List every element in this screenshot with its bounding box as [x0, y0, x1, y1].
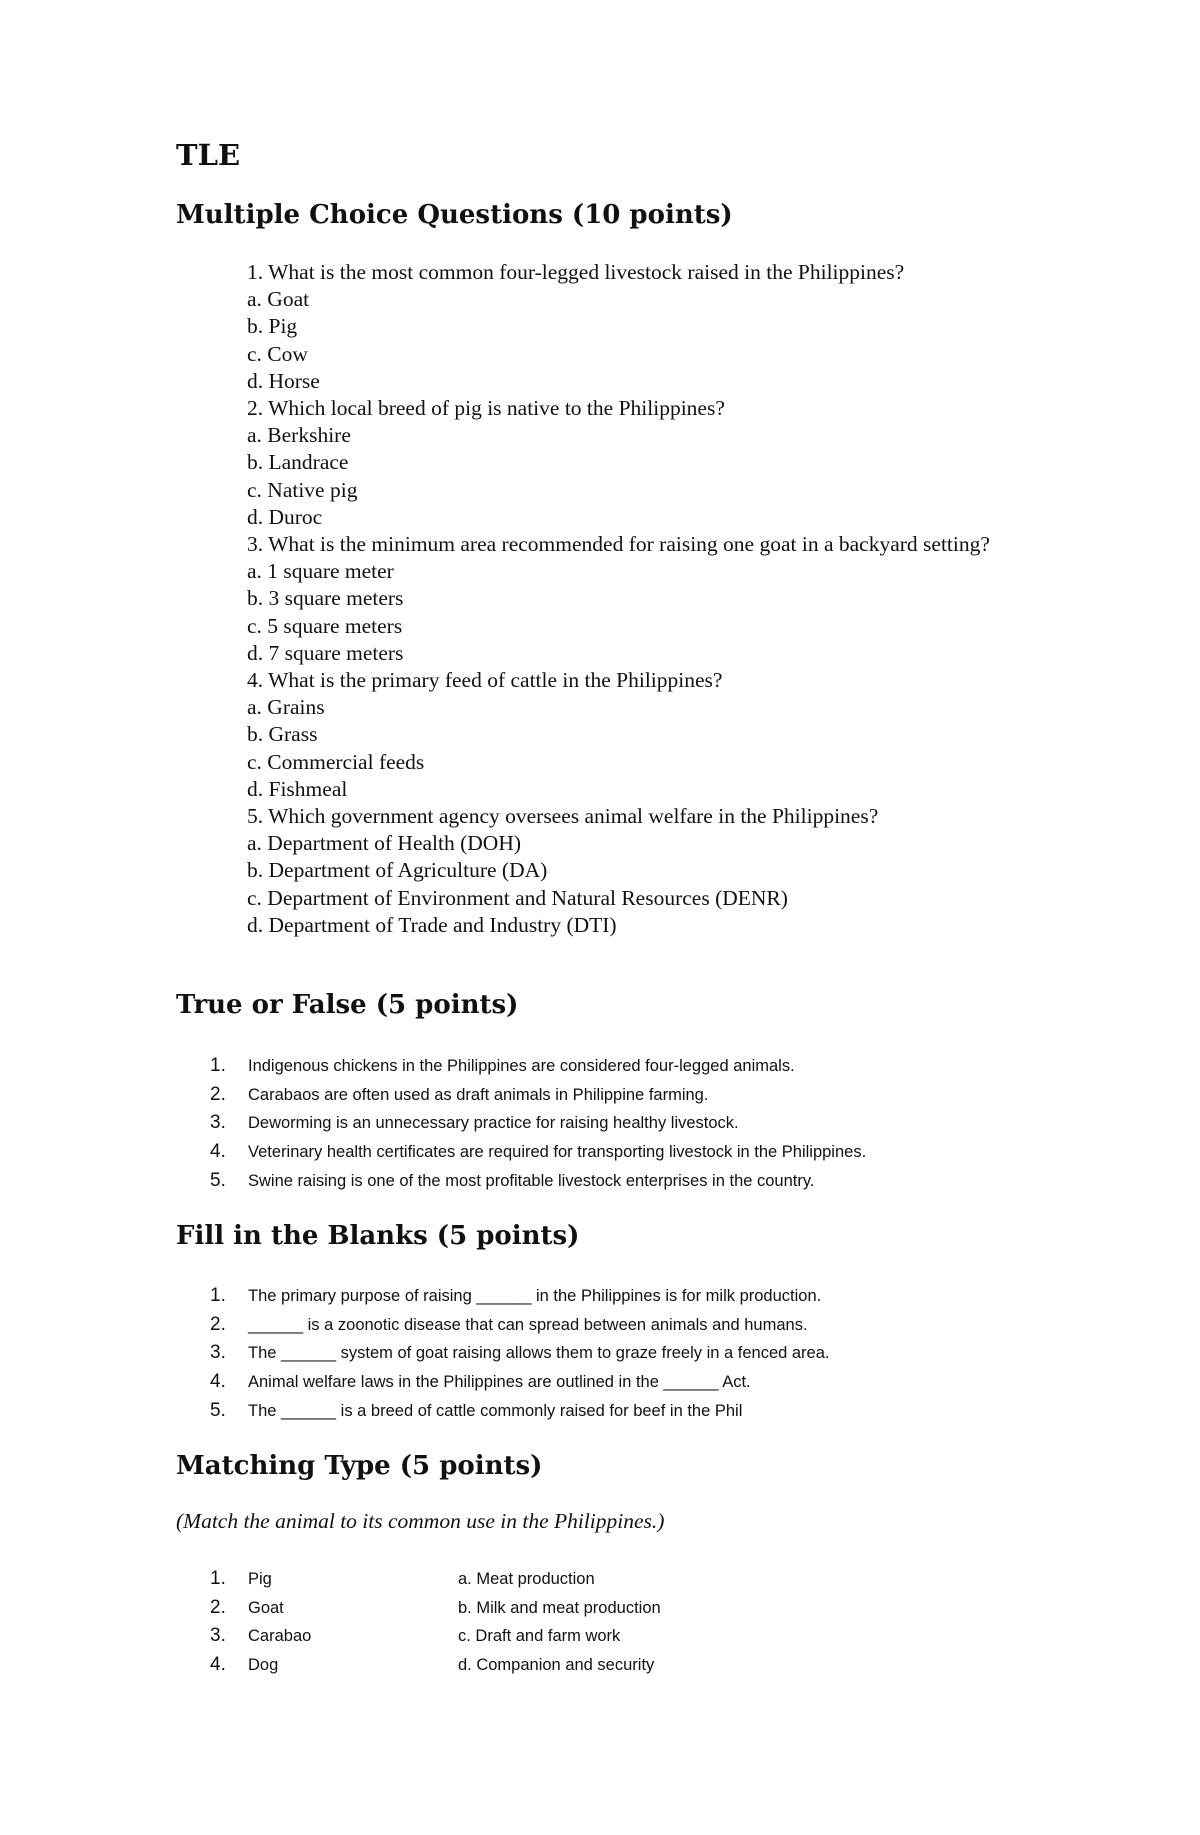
choice-line: c. Cow	[247, 341, 308, 366]
item-number: 5.	[210, 1399, 226, 1421]
use-option: d. Companion and security	[458, 1656, 655, 1675]
list-item	[210, 1311, 830, 1340]
item-text: The primary purpose of raising ______ in the Philippines is for milk production.	[248, 1287, 822, 1305]
use-option: c. Draft and farm work	[458, 1627, 621, 1646]
choice-line: d. Fishmeal	[247, 776, 348, 801]
matching-instruction: (Match the animal to its common use in the Philippines.)	[176, 1509, 665, 1533]
choice-line: b. Department of Agriculture (DA)	[247, 858, 548, 883]
true-false-heading: True or False (5 points)	[176, 990, 519, 1020]
item-text: Deworming is an unnecessary practice for raising healthy livestock.	[248, 1114, 739, 1133]
list-item	[210, 1138, 866, 1167]
matching-row	[210, 1594, 661, 1623]
choice-line: c. Commercial feeds	[247, 749, 425, 774]
multiple-choice-heading: Multiple Choice Questions (10 points)	[176, 200, 733, 230]
item-text: The ______ system of goat raising allows them to graze freely in a fenced area.	[248, 1344, 830, 1363]
matching-list	[210, 1565, 661, 1680]
item-text: Carabaos are often used as draft animals in Philippine farming.	[248, 1085, 709, 1104]
item-text: Animal welfare laws in the Philippines are outlined in the ______ Act.	[248, 1373, 751, 1392]
choice-line: b. Grass	[247, 722, 318, 747]
choice-line: a. Grains	[247, 695, 325, 720]
item-text: Indigenous chickens in the Philippines are considered four-legged animals.	[248, 1057, 795, 1075]
choice-line: d. Duroc	[247, 504, 323, 529]
question-line: 2. Which local breed of pig is native to the Philippines?	[247, 396, 725, 421]
choice-line: a. Department of Health (DOH)	[247, 831, 522, 856]
list-item	[210, 1339, 830, 1368]
item-number: 4.	[210, 1371, 226, 1393]
choice-line: c. Department of Environment and Natural Resources (DENR)	[247, 885, 788, 910]
item-number: 2.	[210, 1083, 226, 1105]
item-number: 2.	[210, 1596, 226, 1618]
item-text: ______ is a zoonotic disease that can spread between animals and humans.	[248, 1315, 808, 1334]
fill-blanks-list	[210, 1282, 830, 1426]
animal-name: Dog	[248, 1656, 279, 1675]
list-item	[210, 1167, 866, 1196]
choice-line: b. 3 square meters	[247, 586, 404, 611]
item-number: 4.	[210, 1141, 226, 1163]
item-number: 2.	[210, 1313, 226, 1335]
item-number: 3.	[210, 1625, 226, 1647]
item-number: 4.	[210, 1654, 226, 1676]
matching-heading: Matching Type (5 points)	[176, 1451, 543, 1481]
question-line: 1. What is the most common four-legged livestock raised in the Philippines?	[247, 260, 905, 284]
animal-name: Carabao	[248, 1627, 312, 1646]
choice-line: d. Department of Trade and Industry (DTI)	[247, 912, 617, 937]
item-number: 3.	[210, 1342, 226, 1364]
multiple-choice-list	[247, 259, 1007, 939]
item-number: 1.	[210, 1285, 226, 1306]
choice-line: c. 5 square meters	[247, 613, 403, 638]
question-line: 3. What is the minimum area recommended for raising one goat in a backyard setting?	[247, 532, 990, 557]
choice-line: c. Native pig	[247, 477, 358, 502]
choice-line: d. 7 square meters	[247, 640, 404, 665]
item-number: 3.	[210, 1112, 226, 1134]
choice-line: a. Goat	[247, 287, 310, 312]
choice-line: b. Landrace	[247, 450, 349, 475]
item-number: 1.	[210, 1568, 226, 1589]
fill-blanks-heading: Fill in the Blanks (5 points)	[176, 1221, 580, 1251]
list-item	[210, 1081, 866, 1110]
use-option: b. Milk and meat production	[458, 1598, 661, 1617]
item-text: Veterinary health certificates are required for transporting livestock in the Philippines.	[248, 1143, 867, 1162]
list-item	[210, 1282, 830, 1311]
choice-line: b. Pig	[247, 314, 298, 339]
choice-line: a. 1 square meter	[247, 559, 394, 584]
item-text: The ______ is a breed of cattle commonly raised for beef in the Phil	[248, 1401, 743, 1420]
matching-row	[210, 1651, 655, 1680]
animal-name: Pig	[248, 1570, 272, 1588]
list-item	[210, 1397, 830, 1426]
choice-line: a. Berkshire	[247, 423, 351, 448]
matching-row	[210, 1622, 621, 1651]
list-item	[210, 1109, 866, 1138]
document-title: TLE	[176, 138, 241, 172]
item-text: Swine raising is one of the most profitable livestock enterprises in the country.	[248, 1171, 815, 1190]
item-number: 1.	[210, 1055, 226, 1076]
item-number: 5.	[210, 1169, 226, 1191]
question-line: 4. What is the primary feed of cattle in the Philippines?	[247, 668, 723, 693]
question-line: 5. Which government agency oversees animal welfare in the Philippines?	[247, 804, 879, 829]
animal-name: Goat	[248, 1598, 284, 1617]
true-false-list	[210, 1052, 866, 1196]
choice-line: d. Horse	[247, 368, 320, 393]
matching-row	[210, 1565, 595, 1594]
use-option: a. Meat production	[458, 1570, 595, 1588]
list-item	[210, 1368, 830, 1397]
list-item	[210, 1052, 866, 1081]
